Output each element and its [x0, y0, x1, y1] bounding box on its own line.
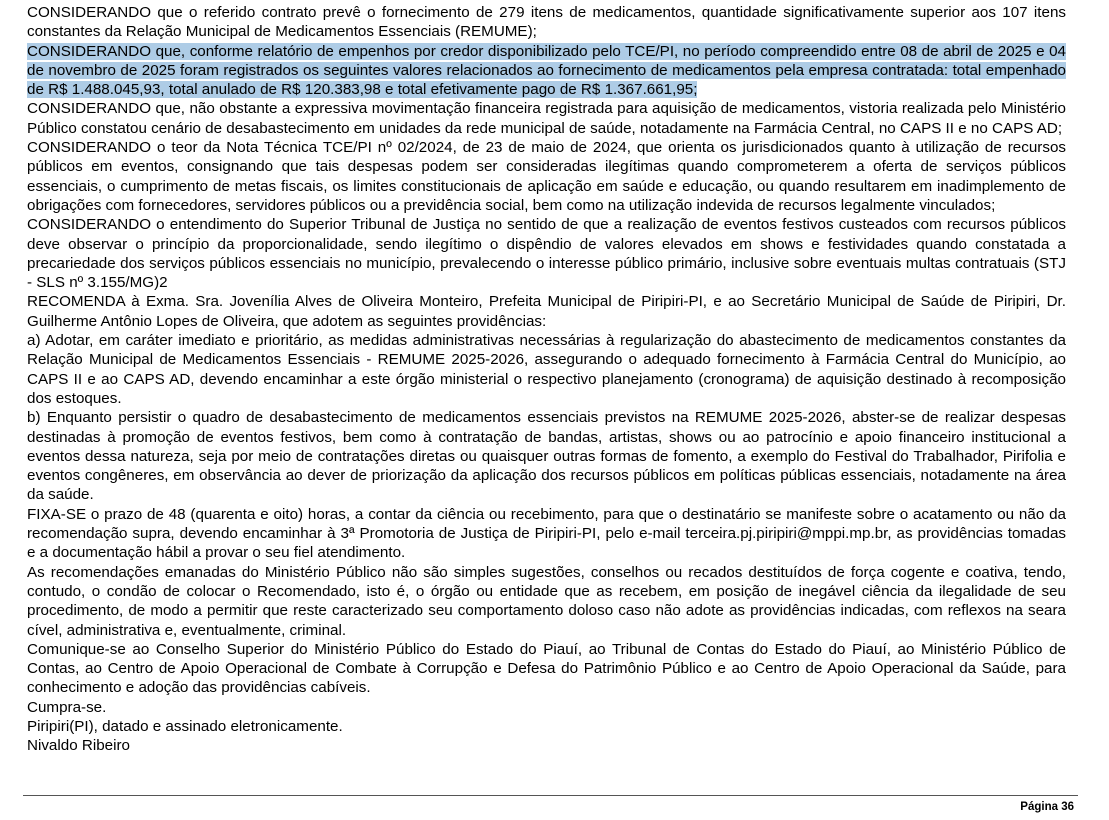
- paragraph-comunique-se: Comunique-se ao Conselho Superior do Ministério Público do Estado do Piauí, ao Tribunal de Contas do Estado do Piauí, ao Ministério Público de Contas, ao Centro de Apoio Operacional de Combate à Corrupção e Defesa do Patrimônio Público e ao Centro de Apoio Operacional da Saúde, para conhecimento e adoção das providências cabíveis.: [27, 640, 1066, 697]
- page-number: Página 36: [1020, 801, 1074, 813]
- paragraph-considerando-stj: CONSIDERANDO o entendimento do Superior Tribunal de Justiça no sentido de que a realização de eventos festivos custeados com recursos públicos deve observar o princípio da proporcionalidade, sendo ilegítimo o dispêndio de valores elevados em shows e festividades quando constatada a precariedade dos serviços públicos essenciais no município, prevalecendo o interesse público primário, inclusive sobre eventuais multas contratuais (STJ - SLS nº 3.155/MG)2: [27, 216, 1066, 292]
- paragraph-item-b: b) Enquanto persistir o quadro de desabastecimento de medicamentos essenciais previstos na REMUME 2025-2026, abster-se de realizar despesas destinadas à promoção de eventos festivos, bem como à contratação de bandas, artistas, shows ou ao patrocínio e apoio financeiro institucional a eventos dessa natureza, seja por meio de contratações diretas ou quaisquer outras formas de fomento, a exemplo do Festival do Trabalhador, Pirifolia e eventos congêneres, em observância ao dever de priorização da aplicação dos recursos públicos em políticas públicas essenciais, notadamente na área da saúde.: [27, 409, 1066, 504]
- paragraph-recomenda: RECOMENDA à Exma. Sra. Jovenília Alves de Oliveira Monteiro, Prefeita Municipal de Piripiri-PI, e ao Secretário Municipal de Saúde de Piripiri, Dr. Guilherme Antônio Lopes de Oliveira, que adotem as seguintes providências:: [27, 293, 1066, 330]
- paragraph-item-a: a) Adotar, em caráter imediato e prioritário, as medidas administrativas necessárias à regularização do abastecimento de medicamentos constantes da Relação Municipal de Medicamentos Essenciais - REMUME 2025-2026, assegurando o adequado fornecimento à Farmácia Central do Município, ao CAPS II e ao CAPS AD, devendo encaminhar a este órgão ministerial o respectivo planejamento (cronograma) de aquisição destinado à recomposição dos estoques.: [27, 332, 1066, 407]
- document-body: [27, 3, 1066, 756]
- paragraph-considerando-empenhos: [27, 42, 1066, 100]
- footer-divider: [23, 795, 1078, 796]
- closing-place-date: Piripiri(PI), datado e assinado eletronicamente.: [27, 717, 343, 735]
- closing-cumpra-se: Cumpra-se.: [27, 698, 107, 716]
- paragraph-recomendacoes: As recomendações emanadas do Ministério Público não são simples sugestões, conselhos ou recados destituídos de força cogente e coativa, tendo, contudo, o condão de colocar o Recomendado, isto é, o órgão ou entidade que as recebem, em posição de inegável ciência da ilegalidade de seu procedimento, de modo a permitir que reste caracterizado seu comportamento doloso caso não adote as providências indicadas, com reflexos na seara cível, administrativa e, eventualmente, criminal.: [27, 563, 1066, 639]
- paragraph-considerando-nota-tecnica: CONSIDERANDO o teor da Nota Técnica TCE/PI nº 02/2024, de 23 de maio de 2024, que orienta os jurisdicionados quanto à utilização de recursos públicos em eventos, consignando que tais despesas podem ser consideradas ilegítimas quando comprometerem a oferta de serviços públicos essenciais, o cumprimento de metas fiscais, os limites constitucionais de aplicação em saúde e educação, ou quando resultarem em inadimplemento de obrigações com fornecedores, servidores públicos ou a previdência social, bem como na utilização indevida de recursos legalmente vinculados;: [27, 139, 1066, 214]
- closing-signer-name: Nivaldo Ribeiro: [27, 737, 130, 755]
- paragraph-fixa-se-prazo: FIXA-SE o prazo de 48 (quarenta e oito) horas, a contar da ciência ou recebimento, para que o destinatário se manifeste sobre o acatamento ou não da recomendação supra, devendo encaminhar à 3ª Promotoria de Justiça de Piripiri-PI, pelo e-mail terceira.pj.piripiri@mppi.mp.br, as providências tomadas e a documentação hábil a provar o seu fiel atendimento.: [27, 505, 1066, 562]
- paragraph-considerando-vistoria: CONSIDERANDO que, não obstante a expressiva movimentação financeira registrada para aquisição de medicamentos, vistoria realizada pelo Ministério Público constatou cenário de desabastecimento em unidades da rede municipal de saúde, notadamente na Farmácia Central, no CAPS II e no CAPS AD;: [27, 100, 1066, 137]
- highlighted-text-selection[interactable]: CONSIDERANDO que, conforme relatório de empenhos por credor disponibilizado pelo TCE/PI, no período compreendido entre 08 de abril de 2025 e 04 de novembro de 2025 foram registrados os seguintes valores relacionados ao fornecimento de medicamentos pela empresa contratada: total empenhado de R$ 1.488.045,93, total anulado de R$ 120.383,98 e total efetivamente pago de R$ 1.367.661,95;: [27, 42, 1066, 99]
- paragraph-considerando-contrato: CONSIDERANDO que o referido contrato prevê o fornecimento de 279 itens de medicamentos, quantidade significativamente superior aos 107 itens constantes da Relação Municipal de Medicamentos Essenciais (REMUME);: [27, 4, 1066, 41]
